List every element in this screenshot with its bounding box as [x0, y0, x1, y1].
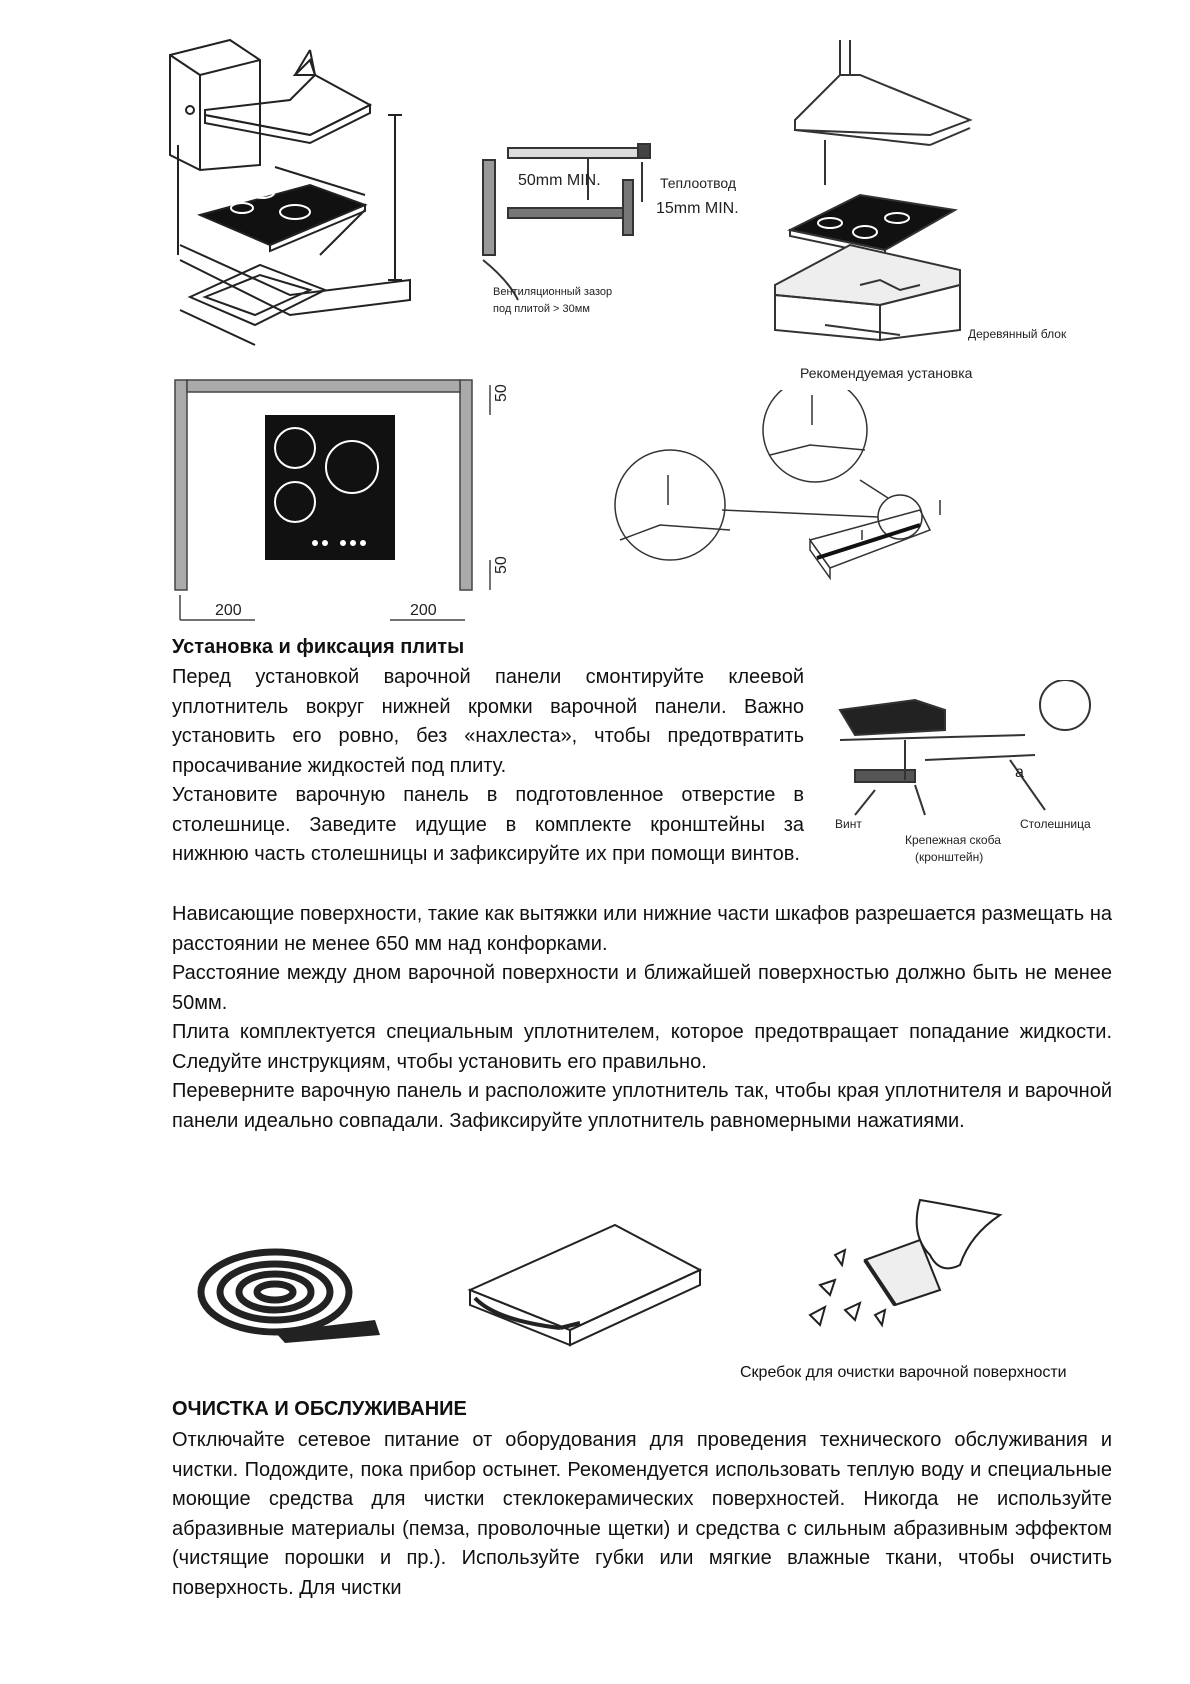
bracket-label-line2: (кронштейн): [915, 850, 984, 864]
bracket-label-line1: Крепежная скоба: [905, 833, 1001, 847]
seal-roll-illustration: [195, 1240, 395, 1350]
scraper-caption: Скребок для очистки варочной поверхности: [740, 1364, 1067, 1381]
screw-label: Винт: [835, 817, 862, 831]
worktop-label: Столешница: [1020, 817, 1091, 831]
installation-paragraph-6: Переверните варочную панель и расположите уплотнитель так, чтобы края уплотнителя и варочной панели идеально совпадали. Зафиксируйте уплотнитель равномерными нажатиями.: [172, 1080, 1112, 1132]
gap-min-label: 50mm MIN.: [518, 172, 601, 189]
range-hood-installation-diagram: [160, 35, 460, 375]
marker-a: a: [1015, 764, 1024, 781]
bracket-section-diagram: [835, 680, 1095, 880]
cleaning-paragraph-1: Отключайте сетевое питание от оборудования для проведения технического обслуживания и чистки. Подождите, пока прибор остынет. Рекомендуется использовать теплую воду и специальные моющие средства для чистки стеклокерамических поверхностей. Никогда не используйте абразивные материалы (пемза, проволочные щетки) и средства с сильным абразивным эффектом (чистящие порошки и пр.). Используйте губки или мягкие влажные ткани, чтобы очистить поверхность. Для чистки: [172, 1429, 1112, 1599]
cutout-dimensions-diagram: [160, 375, 520, 635]
ventilation-gap-diagram: [478, 140, 768, 320]
bracket-screw-detail-diagram: [600, 390, 980, 640]
dim-left-200: 200: [215, 602, 242, 619]
installation-paragraph-2: Установите варочную панель в подготовленное отверстие в столешнице. Заведите идущие в комплекте кронштейны за нижнюю часть столешницы и зафиксируйте их при помощи винтов.: [172, 784, 804, 865]
installation-paragraph-5: Плита комплектуется специальным уплотнителем, которое предотвращает попадание жидкости. Следуйте инструкциям, чтобы установить его правильно.: [172, 1021, 1112, 1073]
installation-paragraph-3: Нависающие поверхности, такие как вытяжки или нижние части шкафов разрешается размещать на расстоянии не менее 650 мм над конфорками.: [172, 903, 1112, 955]
hob-with-seal-illustration: [465, 1220, 705, 1350]
vent-gap-label-line1: Вентиляционный зазор: [493, 286, 613, 298]
heat-sink-label: Теплоотвод: [660, 175, 737, 191]
dim-bottom-50: 50: [493, 556, 510, 574]
wood-block-label: Деревянный блок: [968, 327, 1067, 341]
dim-top-50: 50: [493, 384, 510, 402]
vent-gap-label-line2: под плитой > 30мм: [493, 303, 590, 315]
installation-paragraph-1: Перед установкой варочной панели смонтируйте клеевой уплотнитель вокруг нижней кромки варочной панели. Важно установить его ровно, без «нахлеста», чтобы предотвратить просачивание жидкостей под плиту.: [172, 666, 804, 777]
cleaning-heading: ОЧИСТКА И ОБСЛУЖИВАНИЕ: [172, 1398, 467, 1420]
recommended-install-caption: Рекомендуемая установка: [800, 365, 973, 381]
recommended-installation-diagram: [770, 40, 1120, 385]
scraper-illustration: [800, 1195, 1010, 1335]
installation-heading: Установка и фиксация плиты: [172, 636, 465, 658]
hob-top-view: [265, 415, 395, 560]
installation-paragraph-4: Расстояние между дном варочной поверхности и ближайшей поверхностью должно быть не менее 50мм.: [172, 962, 1112, 1014]
heat-sink-min-label: 15mm MIN.: [656, 200, 739, 217]
dim-right-200: 200: [410, 602, 437, 619]
